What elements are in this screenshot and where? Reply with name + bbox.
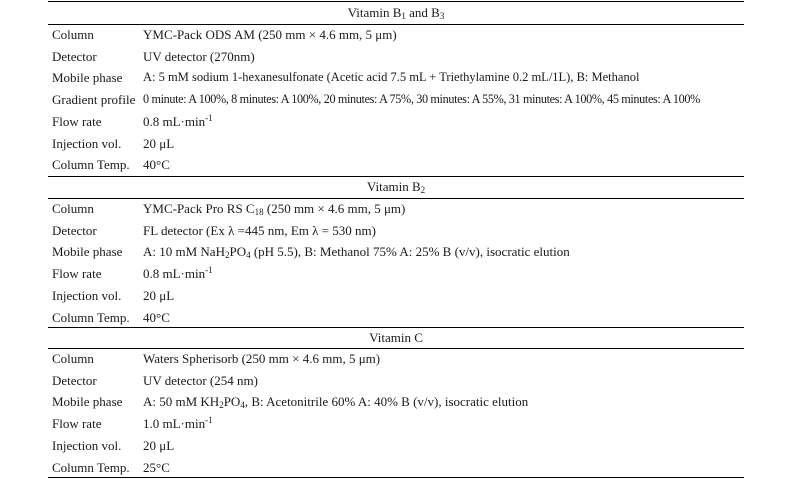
row-label: Flow rate (52, 416, 102, 432)
table-row (48, 220, 744, 242)
row-value: A: 5 mM sodium 1-hexanesulfonate (Acetic acid 7.5 mL + Triethylamine 0.2 mL/1L), B: Methanol (143, 70, 640, 85)
row-label: Detector (52, 222, 97, 238)
table-row (48, 198, 744, 220)
row-label: Detector (52, 372, 97, 388)
row-label: Mobile phase (52, 394, 123, 410)
table-bottom-rule (48, 477, 744, 478)
row-value: 20 μL (143, 135, 175, 151)
row-label: Column Temp. (52, 309, 130, 325)
row-label: Mobile phase (52, 244, 123, 260)
table-row (48, 154, 744, 176)
row-value: 40°C (143, 309, 170, 325)
row-label: Detector (52, 48, 97, 64)
row-value: A: 10 mM $NaH_2PO_4$ (pH 5.5), B: Methanol 75% A: 25% B (v/v), isocratic elution (143, 244, 570, 261)
row-label: Column (52, 351, 94, 366)
row-label: Gradient profile (52, 92, 136, 108)
table-row (48, 307, 744, 329)
row-value: 20 μL (143, 287, 175, 303)
row-label: Column Temp. (52, 157, 130, 173)
row-value: 20 μL (143, 437, 175, 453)
row-label: Injection vol. (52, 437, 122, 453)
row-value: YMC-Pack ODS AM (250 mm × 4.6 mm, 5 μm) (143, 27, 397, 42)
row-label: Column (52, 27, 94, 42)
row-value: YMC-Pack Pro RS $C_{18}$ (250 mm × 4.6 mm, 5 μm) (143, 201, 406, 217)
row-label: Column (52, 201, 94, 216)
table-row (48, 435, 744, 457)
table-row (48, 89, 744, 111)
table-row (48, 457, 744, 479)
table-row (48, 285, 744, 307)
row-value: UV detector (254 nm) (143, 372, 258, 388)
table-row (48, 370, 744, 392)
row-value: A: 50 mM $KH_2PO_4$, B: Acetonitrile 60% A: 40% B (v/v), isocratic elution (143, 394, 529, 411)
table-row (48, 391, 744, 413)
row-label: Injection vol. (52, 135, 122, 151)
table-row (48, 241, 744, 263)
row-value: 0.8 $mL\cdot\min^{-1}$ (143, 112, 213, 129)
row-label: Flow rate (52, 266, 102, 282)
row-label: Flow rate (52, 113, 102, 129)
row-value: FL detector (Ex λ =445 nm, Em λ = 530 nm) (143, 222, 376, 238)
row-value: 0.8 $mL\cdot\min^{-1}$ (143, 265, 213, 282)
table-row (48, 133, 744, 155)
row-value: Waters Spherisorb (250 mm × 4.6 mm, 5 μm) (143, 351, 381, 366)
section-title-vitamin-c: Vitamin C (369, 330, 423, 345)
section-title-vitamin-b2: Vitamin $B_2$ (366, 179, 426, 195)
table-row (48, 46, 744, 68)
table-row (48, 111, 744, 133)
table-row (48, 67, 744, 89)
row-value: 40°C (143, 157, 170, 173)
row-label: Injection vol. (52, 287, 122, 303)
row-value: 0 minute: A 100%, 8 minutes: A 100%, 20 minutes: A 75%, 30 minutes: A 55%, 31 minutes: A 100%, 45 minutes: A 100% (143, 92, 700, 107)
section-title-vitamin-b1-b3: Vitamin $B_1$ and $B_3$ (347, 5, 445, 21)
row-value: 25°C (143, 459, 170, 475)
row-label: Mobile phase (52, 70, 123, 86)
table-row (48, 348, 744, 370)
table-row (48, 263, 744, 285)
table-row (48, 24, 744, 46)
row-value: 1.0 $mL\cdot\min^{-1}$ (143, 415, 213, 432)
row-label: Column Temp. (52, 459, 130, 475)
row-value: UV detector (270nm) (143, 48, 255, 64)
table-row (48, 413, 744, 435)
